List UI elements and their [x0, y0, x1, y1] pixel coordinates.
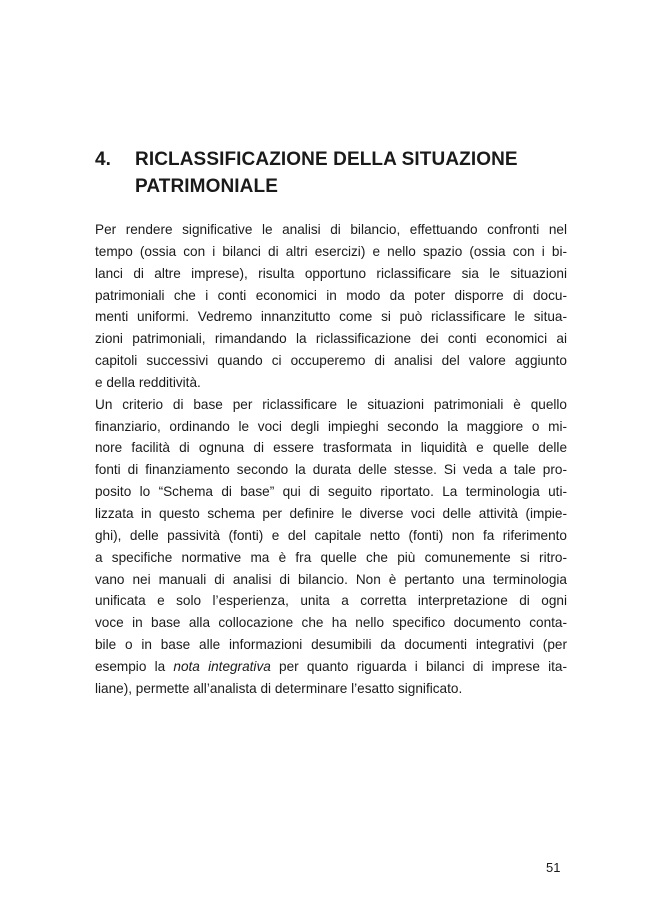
- text-line: e della redditività.: [95, 374, 201, 390]
- text-line: menti uniformi. Vedremo innanzitutto come si può riclassificare le situa-: [95, 309, 567, 325]
- text-line: tempo (ossia con i bilanci di altri esercizi) e nello spazio (ossia con i bi-: [95, 243, 567, 259]
- text-line: posito lo “Schema di base” qui di seguito riportato. La terminologia uti-: [95, 484, 567, 500]
- text-line: lizzata in questo schema per definire le diverse voci delle attività (impie-: [95, 505, 567, 521]
- text-line: patrimoniali che i conti economici in modo da poter disporre di docu-: [95, 287, 567, 303]
- text-line: zioni patrimoniali, rimandando la riclassificazione dei conti economici ai: [95, 331, 567, 347]
- body-text: [95, 219, 567, 700]
- text-fragment: per quanto riguarda i bilanci di imprese ita-: [270, 658, 567, 674]
- text-fragment: esempio la: [95, 658, 174, 674]
- chapter-title-line: RICLASSIFICAZIONE DELLA SITUAZIONE: [135, 149, 518, 170]
- text-line: vano nei manuali di analisi di bilancio. Non è pertanto una terminologia: [95, 571, 567, 587]
- chapter-number: 4.: [95, 149, 112, 170]
- paragraph-2: [95, 394, 567, 700]
- text-line: [95, 656, 567, 678]
- text-line: fonti di finanziamento secondo la durata delle stesse. Si veda a tale pro-: [95, 462, 567, 478]
- text-line: nore facilità di ognuna di essere trasformata in liquidità e quelle delle: [95, 440, 567, 456]
- text-line: finanziario, ordinando le voci degli impieghi secondo la maggiore o mi-: [95, 418, 567, 434]
- text-line: lanci di altre imprese), risulta opportuno riclassificare sia le situazioni: [95, 265, 567, 281]
- text-line: Un criterio di base per riclassificare le situazioni patrimoniali è quello: [95, 396, 567, 412]
- chapter-title-line: PATRIMONIALE: [135, 176, 278, 197]
- text-line: unificata e solo l’esperienza, unita a corretta interpretazione di ogni: [95, 593, 567, 609]
- paragraph-1: [95, 219, 567, 394]
- page-number: 51: [546, 860, 561, 875]
- text-line: liane), permette all’analista di determinare l’esatto significato.: [95, 680, 463, 696]
- text-line: ghi), delle passività (fonti) e del capitale netto (fonti) non fa riferimento: [95, 527, 567, 543]
- text-line: capitoli successivi quando ci occuperemo di analisi del valore aggiunto: [95, 353, 567, 369]
- text-line: bile o in base alle informazioni desumibili da documenti integrativi (per: [95, 637, 567, 653]
- text-line: voce in base alla collocazione che ha nello specifico documento conta-: [95, 615, 567, 631]
- chapter-title: [135, 146, 565, 200]
- italic-term: nota integrativa: [173, 658, 271, 674]
- chapter-heading: [95, 146, 565, 200]
- text-line: a specifiche normative ma è fra quelle che più comunemente si ritro-: [95, 549, 567, 565]
- text-line: Per rendere significative le analisi di bilancio, effettuando confronti nel: [95, 222, 567, 237]
